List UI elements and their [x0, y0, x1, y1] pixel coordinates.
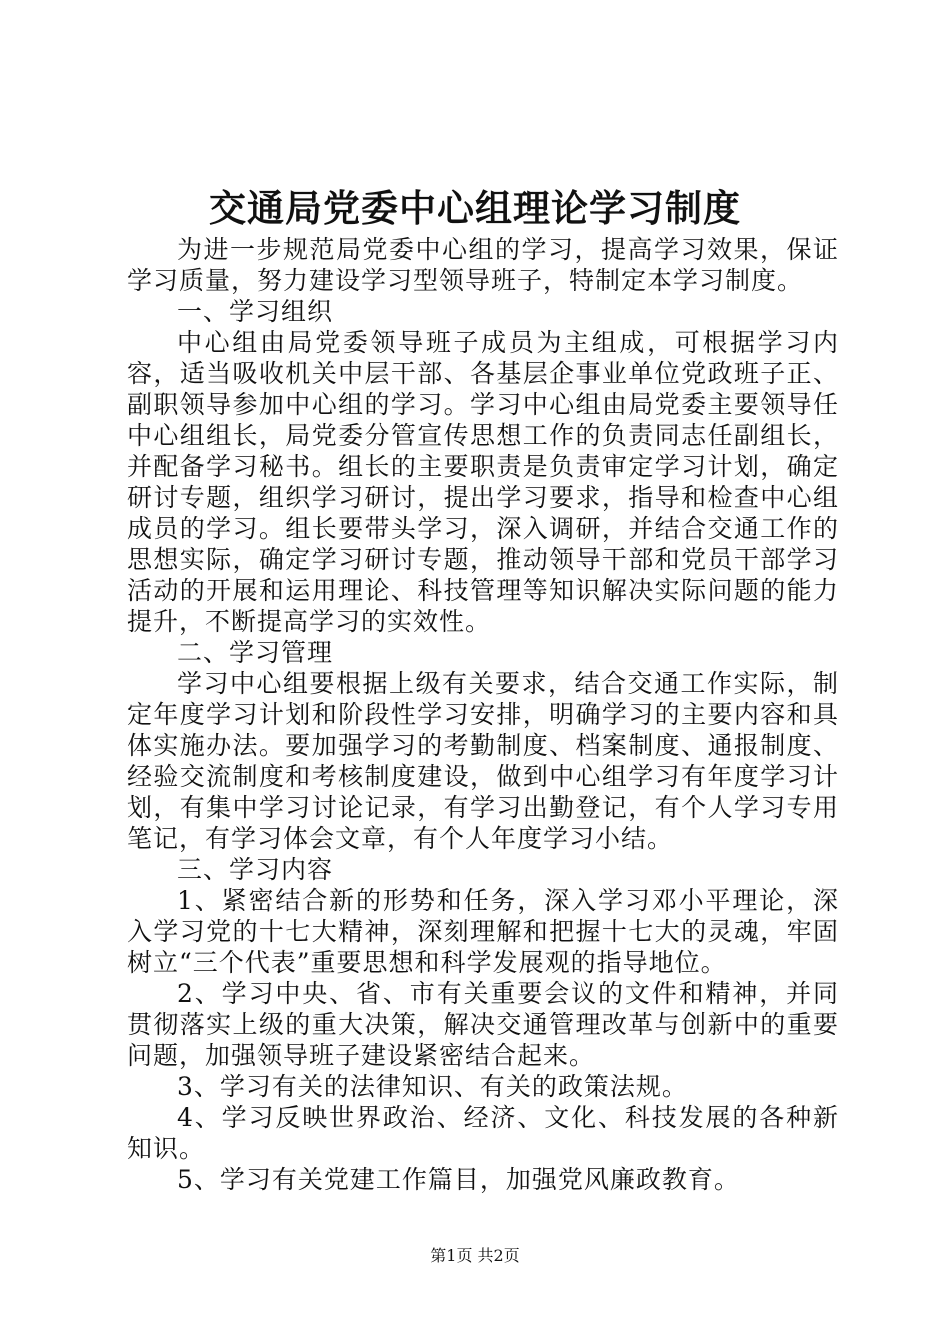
- management-paragraph: 学习中心组要根据上级有关要求，结合交通工作实际，制定年度学习计划和阶段性学习安排，明确学习的主要内容和具体实施办法。要加强学习的考勤制度、档案制度、通报制度、经验交流制度和考核制度建设，做到中心组学习有年度学习计划，有集中学习讨论记录，有学习出勤登记，有个人学习专用笔记，有学习体会文章，有个人年度学习小结。: [127, 669, 839, 853]
- document-title: 交通局党委中心组理论学习制度: [209, 186, 741, 230]
- page-footer: 第1页 共2页: [430, 1246, 520, 1265]
- section-heading-organization: 一、学习组织: [177, 297, 334, 326]
- section-heading-management: 二、学习管理: [177, 638, 334, 667]
- content-item-1: 1、紧密结合新的形势和任务，深入学习邓小平理论，深入学习党的十七大精神，深刻理解和把握十七大的灵魂，牢固树立“三个代表”重要思想和科学发展观的指导地位。: [127, 886, 839, 977]
- content-item-4: 4、学习反映世界政治、经济、文化、科技发展的各种新知识。: [127, 1103, 839, 1163]
- document-body: [127, 234, 839, 1195]
- organization-paragraph: 中心组由局党委领导班子成员为主组成，可根据学习内容，适当吸收机关中层干部、各基层企事业单位党政班子正、副职领导参加中心组的学习。学习中心组由局党委主要领导任中心组组长，局党委分管宣传思想工作的负责同志任副组长，并配备学习秘书。组长的主要职责是负责审定学习计划，确定研讨专题，组织学习研讨，提出学习要求，指导和检查中心组成员的学习。组长要带头学习，深入调研，并结合交通工作的思想实际，确定学习研讨专题，推动领导干部和党员干部学习活动的开展和运用理论、科技管理等知识解决实际问题的能力提升，不断提高学习的实效性。: [127, 328, 839, 636]
- section-heading-content: 三、学习内容: [177, 855, 334, 884]
- content-item-3: 3、学习有关的法律知识、有关的政策法规。: [177, 1072, 688, 1101]
- content-item-5: 5、学习有关党建工作篇目，加强党风廉政教育。: [177, 1165, 740, 1194]
- content-item-2: 2、学习中央、省、市有关重要会议的文件和精神，并同贯彻落实上级的重大决策，解决交通管理改革与创新中的重要问题，加强领导班子建设紧密结合起来。: [127, 979, 839, 1070]
- intro-paragraph: 为进一步规范局党委中心组的学习，提高学习效果，保证学习质量，努力建设学习型领导班子，特制定本学习制度。: [127, 235, 839, 295]
